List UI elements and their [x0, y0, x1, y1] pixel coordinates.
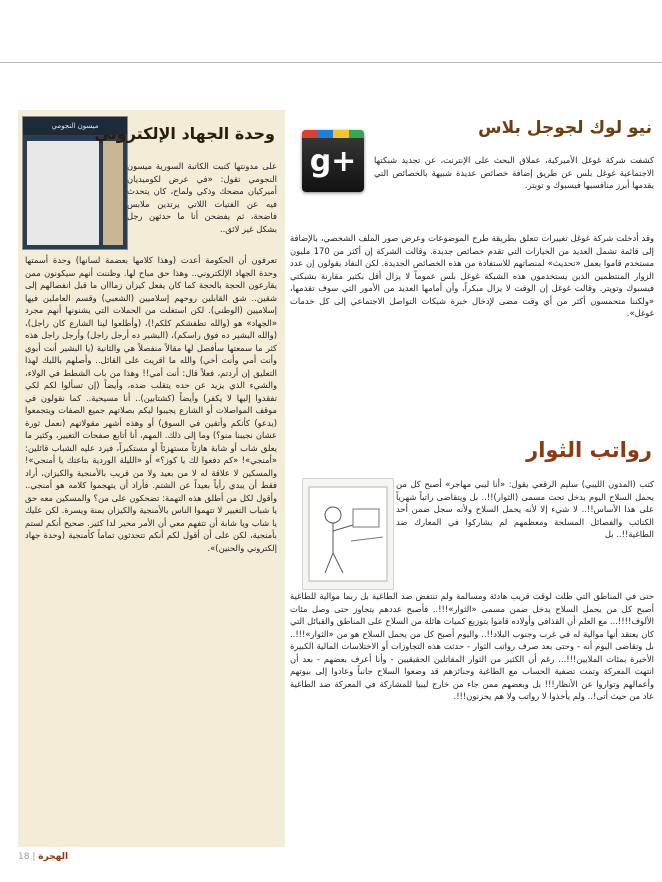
rebels-cartoon-image — [302, 478, 394, 590]
cartoon-sketch — [303, 479, 393, 589]
google-plus-icon — [302, 130, 364, 192]
page-number: 18 — [18, 852, 30, 862]
jihad-article-title: وحدة الجهاد الإلكتروني — [94, 124, 275, 143]
google-article-intro: كشفت شركة غوغل الأميركية، عملاق البحث على الإنترنت، عن تجديد شبكتها الاجتماعية غوغل بلس عن طريق إضافة خصائص عديدة شبيهة بالخصائص التي يقدمها أبرز منافسيها فيسبوك و تويتر. — [374, 155, 654, 190]
jihad-article-intro: على مدونتها كتبت الكاتبة السورية ميسون النجومي تقول: «في عرض لكوميديان أميركيان مضحك وذكي ولماح، كان يتحدث فيه عن الفتيات اللاتي يرتدين ملابس فاضحة، ثم يفضحن أنا ما حدثهن رجل بشكل غير لائق.. — [127, 161, 277, 234]
page-footer — [18, 852, 68, 862]
google-article-body: وقد أدخلت شركة غوغل تغييرات تتعلق بطريقة طرح الموضوعات وعرض صور الملف الشخصي، بالإضافة إلى قائمة تشمل العديد من الخيارات التي تقدم خصائص جديدة. وقالت الشركة إن أكثر من 170 مليون مستخدم قاموا بعمل «تحديث» لمنصاتهم للاستفادة من هذه الخصائص الجديدة. لكن النقاد يقولون إن عدد الزوار المنتظمين الذين يستخدمون هذه الشبكة غوغل بلس عموماً لا يزال أقل بكثير مقارنة بشبكتي فيسبوك وتويتر. وقالت غوغل إن الوقت لا يزال مبكراً، وأن أمامها العديد من الأمور التي سوف تقدمها، «ولكننا متحمسون أكثر من أي وقت مضى لإدخال خبرة شبكات التواصل الاجتماعي إلى كل خدمات غوغل». — [290, 233, 654, 318]
blog-screenshot-sidebar — [103, 141, 123, 245]
left-column — [18, 110, 285, 847]
magazine-name: الهجرة — [38, 852, 69, 862]
google-article-title: نيو لوك لجوجل بلاس — [478, 118, 652, 138]
right-column — [290, 110, 660, 850]
jihad-article-body: تعرفون أن الحكومة أعدت (وهذا كلامها بعضمة لسانها) وحدة أسمتها وحدة الجهاد الإلكتروني.. وهذا حق مباح لها. وظننت أنهم سيكونون ممن يقارعون الحجة بالحجة كما كان يفعل كيزان زمااان ما قبل انفصالهم إلى شقين.. شق القابلين روحهم إسلاميين (الشعبي) وقسم العاملين فيها إسلاميين (الوطني). لكن استغلت من الحملات التي يشنونها أنهم مجرد «الجهاد» هو (والله تطفشكم كلكم!)، (وأطلعوا لينا الشارع كان راجل)، (والله البشير ده فوق راسكم)، (البشير ده أرجل راجل) وأرجل راجل هذه كثر ما سمعتها سأفصل لها مقالاً منفصلاً هي والثانية (يا البشير أنت أبوي وأنت أمي وأنت أخي) والله ما اقريت على القائل.. وأصلهم بالليك لهذا التعليق إن أردتم، فعلاً قال: أنت أمي!! وهذا من باب الشطط في الولاء، والشيء الذي يزيد عن حده يتقلب ضده، وأيضاً (إن تسألوا لكم لكي تفقدوا إليها لا يكفر) وأيضاً (كشتابين).. أنا مسيحية.. كما نقولون في موقف المواصلات أو الشارع يجيبوا ليكم بصلاتهم جميع الصفات ويتجمعوا (يدعو) كأنكم وأتقين في السوق) أو وهذه أشهر مقولاتهم (نعمل ثورة عشان نجيبنا منو؟) وما إلى ذلك. المهم، أنا أتابع صفحات التغيير، وكثير ما يعلق شاب أو شابة هازئاً مستهزئاً أو مستكبراً، فيرد عليه الشباب قائلين: «أمنجي»! «كم دفعوا لك يا كوز؟» أو «الليلة الوردية بتاعتك يا أمنجي»! والمسكين لا علاقة له لا من بعيد ولا من قريب بالأمنجية والكيزان، أراد فقط أن يبدي رأياً بعيداً عن الشتم. فأراد أن يتهجموا كلامه هو أمنجي.. وأقول لكل من أطلق هذه التهمة: تضحكون على من؟ والمسكين معه حق يا شباب التغيير لا تتهموا الناس بالأمنجية والكيزان يمنة ويسرة. لكن عليك يا شاب ويا شابة أن تتفهم معي أن الأمر محير لدا كثير. صحيح أنكم لستم بأمنجية، لكن على أن أقول لكم أنكم تتحدثون تماماً كأمنجية (وحدة جهاد إلكتروني والحنين)». — [25, 255, 277, 553]
google-plus-icon-text: g+ — [309, 144, 357, 179]
blog-screenshot-content — [27, 141, 99, 245]
footer-separator: | — [32, 852, 36, 862]
rebels-article-intro: كتب (المدون الليبي) سليم الرقعي يقول: «أنا ليبي مهاجر» أصبح كل من يحمل السلاح اليوم يدخل تحت مسمى (الثوار)!!.. بل ويتقاضى راتباً شهرياً على هذا الأساس!!.. لا شيء إلا لأنه يحمل السلاح ولأنه سجل ضمن أحد الكتائب والفصائل المسلحة ومعظمهم لم يشاركوا في المعارك ضد الطاغية!!.. بل — [396, 479, 654, 539]
rebels-article-title: رواتب الثوار — [526, 438, 652, 462]
rebels-article-body: حتى في المناطق التي ظلت لوقت قريب هادئة ومسالمة ولم تنتفض ضد الطاغية بل ربما موالية للطاغية أصبح كل من يحمل السلاح يدخل ضمن مسمى «الثوار»!!!.. فأصبح عددهم يتجاوز حتى وصل مئات الألوف!!!!... مع العلم أن القذافي وأولاده قاموا بتوزيع كميات هائلة من السلاح على المناطق والقبائل التي كان يعتقد أنها موالية له في غرب وجنوب البلاد!!.. واليوم أصبح كل من يحمل السلاح هو من «الثوار»!!!.. بل وتقاضى اليوم أنه - وحتى بعد صرف رواتب الثوار - حدثت هذه التجاوزات أو الاختلاسات المالية الكبيرة الأخيرة بمئات الملايين!!!... رغم أن الكثير من الثوار المقاتلين الحقيقيين - وأنا أعرف بعضهم - بعد أن انتهت المعركة وتمت تصفية الحساب مع الطاغية وجنائزهم قد وضعوا السلاح جانباً وعادوا إلى بيوتهم وأعمالهم وتواروا عن الأنظار!!! بل وبعضهم ممن جاء من خارج ليبيا للمشاركة في المعركة ضد الطاغية عاد من حيث أتى!.. ولم يأخذوا لا رواتب ولا هم يحزنون!!!. — [290, 591, 654, 701]
header-rule — [0, 62, 662, 63]
blog-screenshot-caption: ميسون النجومي — [23, 117, 127, 135]
